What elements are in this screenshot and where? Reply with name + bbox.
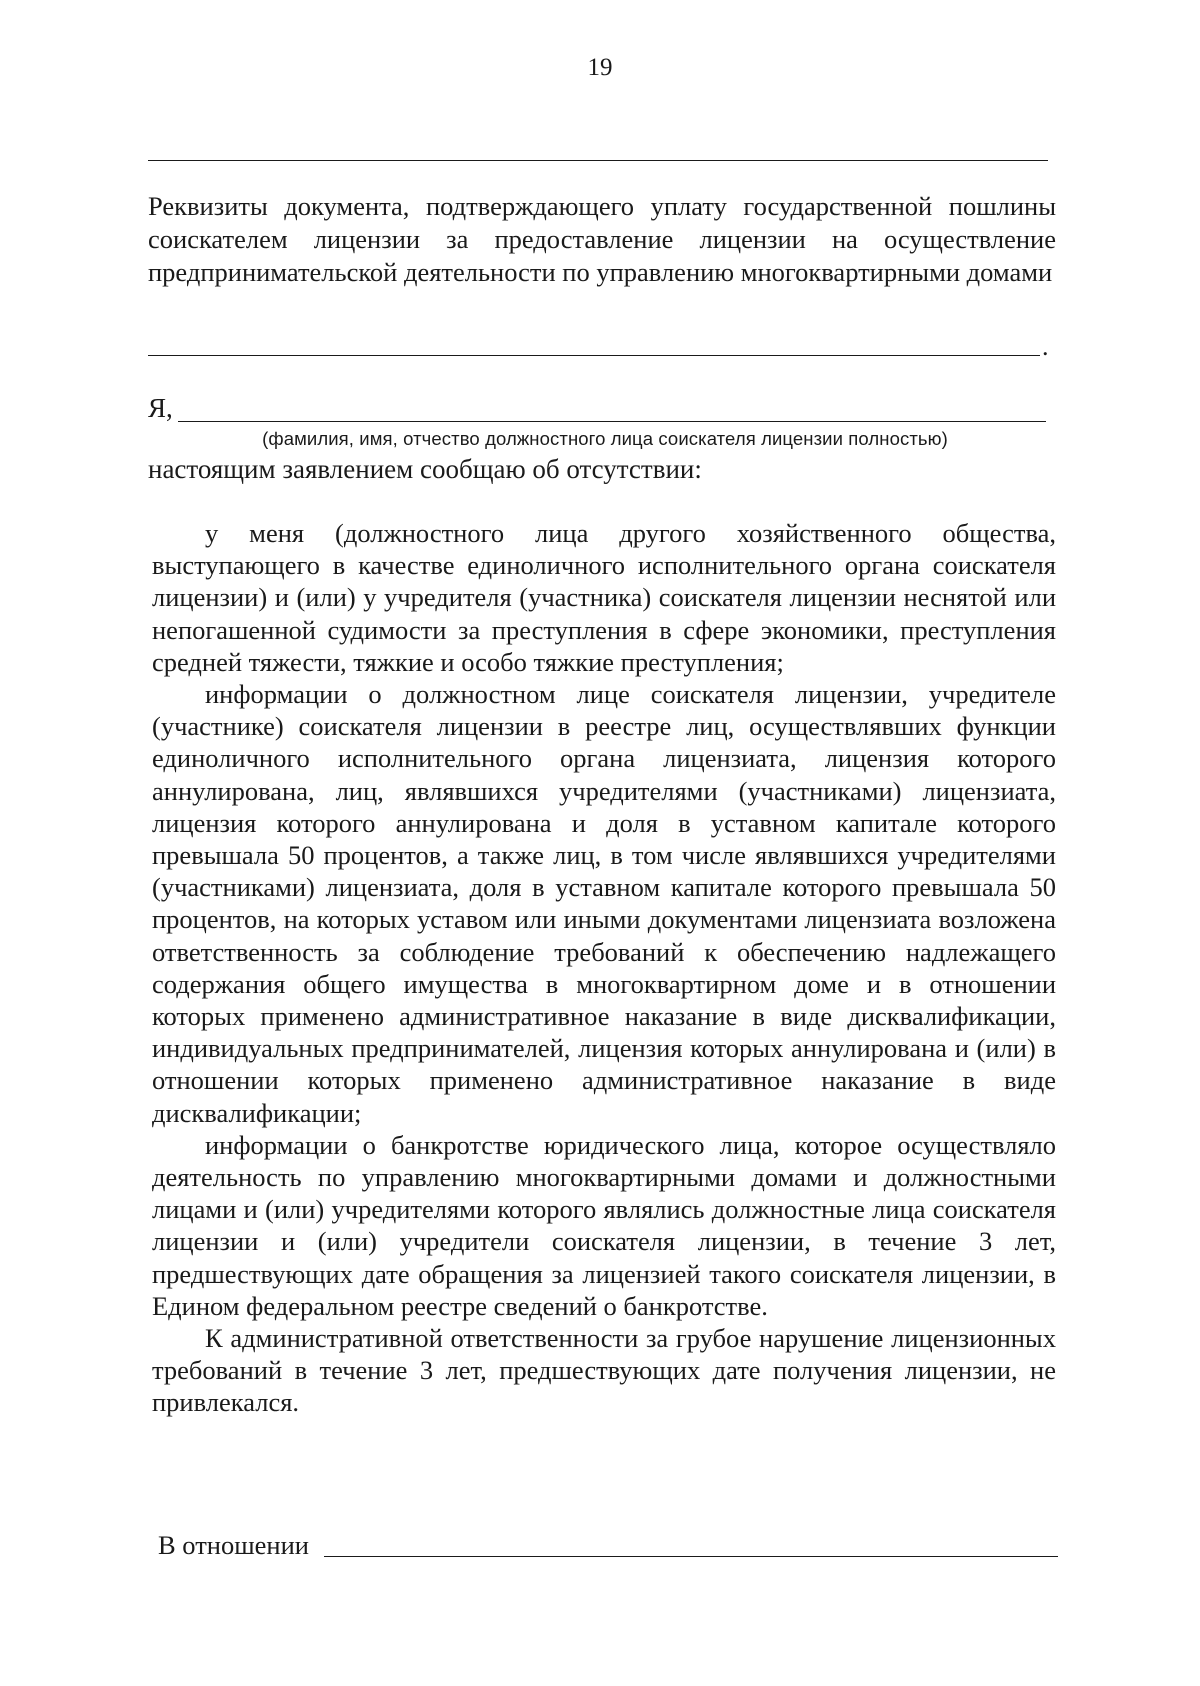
top-blank-line[interactable]: [148, 160, 1048, 161]
declarant-name-caption: (фамилия, имя, отчество должностного лица соискателя лицензии полностью): [262, 428, 948, 449]
paragraph-administrative-liability: К административной ответственности за грубое нарушение лицензионных требований в течение 3 лет, предшествующих дате получения лицензии, не привлекался.: [152, 1323, 1056, 1418]
declarant-label: Я,: [148, 393, 173, 423]
requisites-text: Реквизиты документа, подтверждающего уплату государственной пошлины соискателем лицензии за предоставление лицензии на осуществление предпринимательской деятельности по управлению многоквартирными домами: [148, 191, 1056, 287]
paragraph-registry-info: информации о должностном лице соискателя лицензии, учредителе (участнике) соискателя лицензии в реестре лиц, осуществлявших функции единоличного исполнительного органа лицензиата, лицензия которого аннулирована, лиц, являвшихся учредителями (участниками) лицензиата, лицензия которого аннулирована и доля в уставном капитале которого превышала 50 процентов, а также лиц, в том числе являвшихся учредителями (участниками) лицензиата, доля в уставном капитале которого превышала 50 процентов, на которых уставом или иными документами лицензиата возложена ответственность за соблюдение требований к обеспечению надлежащего содержания общего имущества в многоквартирном доме и в отношении которых применено административное наказание в виде дисквалификации, индивидуальных предпринимателей, лицензия которых аннулирована и (или) в отношении которых применено административное наказание в виде дисквалификации;: [152, 679, 1056, 1128]
page-number: 19: [587, 54, 613, 81]
declaration-intro: настоящим заявлением сообщаю об отсутствии:: [148, 454, 702, 484]
declarant-name-blank-line[interactable]: [178, 421, 1046, 422]
requisites-end-mark: .: [1042, 332, 1049, 361]
closing-blank-line[interactable]: [324, 1556, 1058, 1557]
requisites-blank-line[interactable]: [148, 355, 1040, 356]
declaration-body: [152, 517, 1056, 1419]
paragraph-criminal-record: у меня (должностного лица другого хозяйственного общества, выступающего в качестве единоличного исполнительного органа соискателя лицензии) и (или) у учредителя (участника) соискателя лицензии неснятой или непогашенной судимости за преступления в сфере экономики, преступления средней тяжести, тяжкие и особо тяжкие преступления;: [152, 518, 1056, 677]
paragraph-bankruptcy-info: информации о банкротстве юридического лица, которое осуществляло деятельность по управлению многоквартирными домами и должностными лицами и (или) учредителями которого являлись должностные лица соискателя лицензии и (или) учредители соискателя лицензии, в течение 3 лет, предшествующих дате обращения за лицензией такого соискателя лицензии, в Едином федеральном реестре сведений о банкротстве.: [152, 1129, 1056, 1321]
closing-label: В отношении: [158, 1530, 309, 1560]
